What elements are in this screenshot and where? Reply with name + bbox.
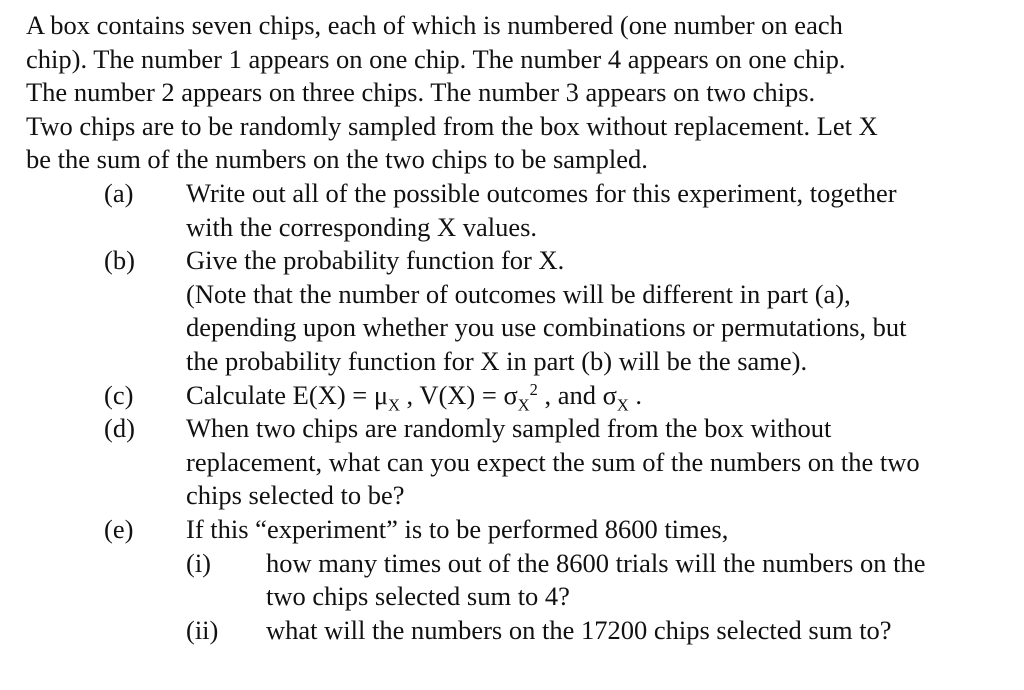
part-b-label: (b) [104, 245, 135, 276]
part-c-mid2: , and σ [537, 379, 617, 410]
part-e-ii-label: (ii) [186, 614, 219, 645]
intro-line: be the sum of the numbers on the two chips to be sampled. [26, 144, 648, 175]
intro-line: Two chips are to be randomly sampled from the box without replacement. Let X [26, 110, 878, 141]
part-e [26, 513, 1016, 647]
sigma-subscript: X [517, 394, 530, 414]
part-c-line [186, 379, 1016, 413]
part-b-line: the probability function for X in part (b) will be the same). [186, 345, 808, 376]
part-a-line: with the corresponding X values. [186, 211, 538, 242]
part-d-label: (d) [104, 413, 135, 444]
part-b-line: (Note that the number of outcomes will be different in part (a), [186, 278, 851, 309]
part-e-i [186, 547, 1016, 614]
part-e-label: (e) [104, 513, 134, 544]
part-c-mid1: , V(X) = σ [399, 379, 518, 410]
problem-intro [26, 9, 1016, 177]
part-e-line: If this “experiment” is to be performed 8600 times, [186, 513, 729, 544]
part-e-ii-line: what will the numbers on the 17200 chips selected sum to? [266, 614, 892, 645]
part-c [26, 379, 1016, 413]
part-c-label: (c) [104, 379, 134, 410]
part-e-ii [186, 614, 1016, 648]
intro-line: A box contains seven chips, each of which is numbered (one number on each [26, 10, 843, 40]
part-d-line: replacement, what can you expect the sum of the numbers on the two [186, 446, 920, 477]
intro-line: The number 2 appears on three chips. The number 3 appears on two chips. [26, 77, 816, 108]
part-c-suffix: . [628, 379, 642, 410]
part-a-line: Write out all of the possible outcomes for this experiment, together [186, 177, 897, 208]
part-e-i-line: how many times out of the 8600 trials will the numbers on the [266, 547, 926, 578]
sigma-superscript: 2 [529, 379, 538, 399]
sigma-x-subscript: X [616, 394, 629, 414]
part-a-label: (a) [104, 177, 134, 208]
part-a [26, 177, 1016, 244]
part-d [26, 412, 1016, 513]
part-b-line: depending upon whether you use combinations or permutations, but [186, 312, 907, 343]
problem-document [26, 9, 1016, 647]
part-b-line: Give the probability function for X. [186, 245, 565, 276]
part-b [26, 244, 1016, 378]
part-e-i-label: (i) [186, 547, 212, 578]
part-d-line: chips selected to be? [186, 480, 405, 511]
part-c-prefix: Calculate E(X) = μ [186, 379, 389, 410]
part-d-line: When two chips are randomly sampled from the box without [186, 413, 832, 444]
mu-subscript: X [388, 394, 400, 414]
intro-line: chip). The number 1 appears on one chip. The number 4 appears on one chip. [26, 43, 846, 74]
part-e-i-line: two chips selected sum to 4? [266, 581, 570, 612]
